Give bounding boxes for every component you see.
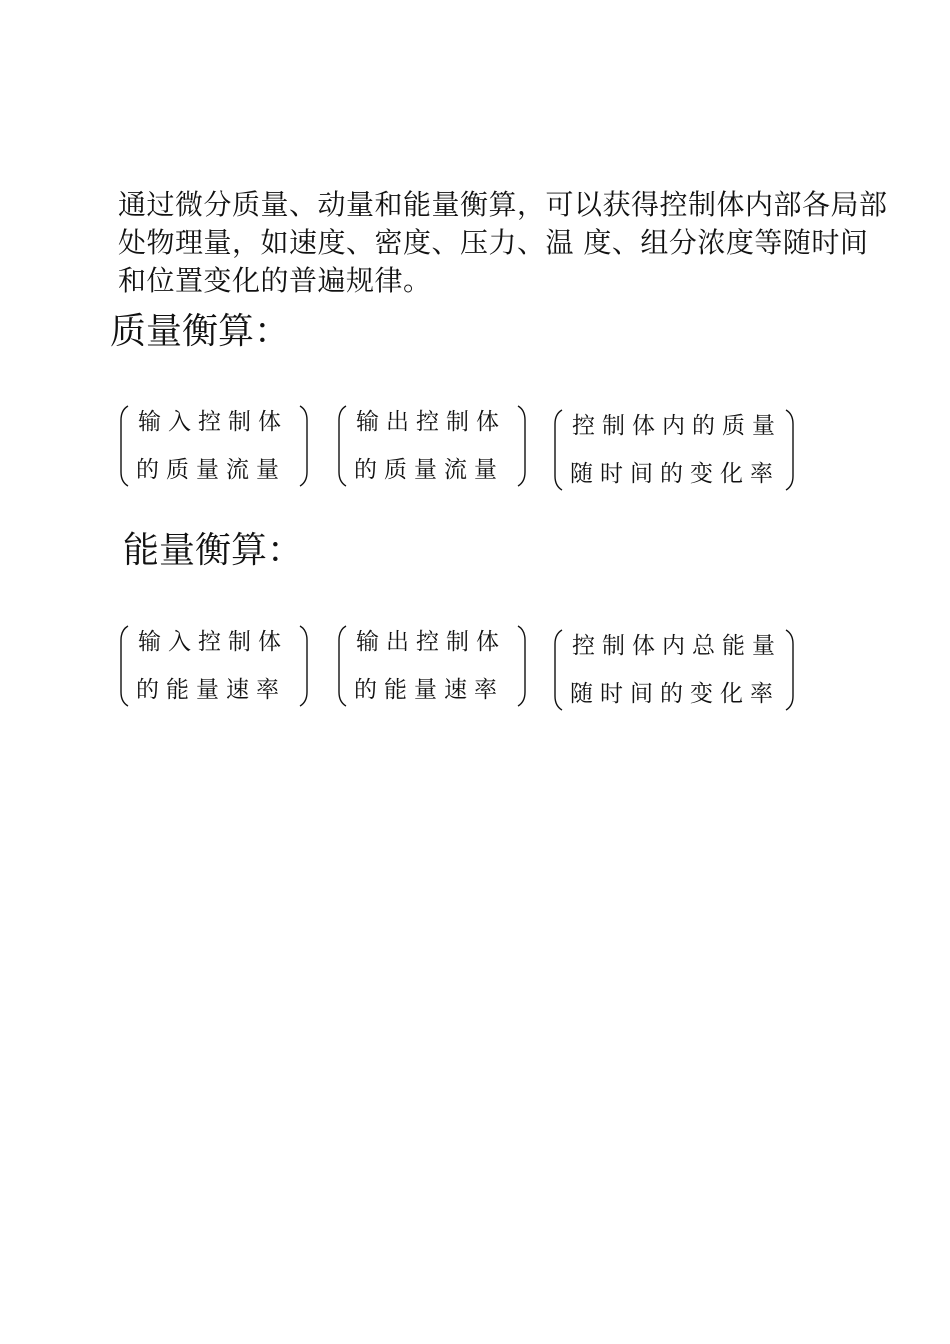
right-bracket: [296, 624, 310, 708]
intro-line-1: 通过微分质量、动量和能量衡算，可以获得控制体内部各局部: [118, 188, 888, 221]
energy-accumulation-term: [552, 628, 796, 712]
left-bracket: [552, 628, 566, 712]
term-line-1: 控制体内总能量: [572, 633, 782, 659]
left-bracket: [336, 404, 350, 488]
term-line-1: 输入控制体: [138, 409, 288, 435]
energy-input-term: [118, 624, 310, 708]
term-line-2: 的能量速率: [136, 677, 286, 703]
left-bracket: [118, 624, 132, 708]
term-line-1: 输出控制体: [356, 629, 506, 655]
term-line-2: 的质量流量: [354, 457, 504, 483]
right-bracket: [296, 404, 310, 488]
left-bracket: [552, 408, 566, 492]
intro-line-2: 处物理量，如速度、密度、压力、温 度、组分浓度等随时间: [118, 226, 869, 259]
term-line-1: 控制体内的质量: [572, 413, 782, 439]
mass-input-term: [118, 404, 310, 488]
term-line-1: 输入控制体: [138, 629, 288, 655]
right-bracket: [514, 624, 528, 708]
intro-paragraph: [118, 186, 888, 300]
term-line-2: 随时间的变化率: [570, 461, 780, 487]
term-line-2: 的能量速率: [354, 677, 504, 703]
right-bracket: [514, 404, 528, 488]
mass-output-term: [336, 404, 528, 488]
right-bracket: [782, 628, 796, 712]
energy-output-term: [336, 624, 528, 708]
mass-accumulation-term: [552, 408, 796, 492]
right-bracket: [782, 408, 796, 492]
mass-balance-heading: 质量衡算：: [110, 311, 291, 352]
term-line-1: 输出控制体: [356, 409, 506, 435]
term-line-2: 随时间的变化率: [570, 681, 780, 707]
intro-line-3: 和位置变化的普遍规律。: [118, 264, 432, 297]
energy-balance-heading: 能量衡算：: [123, 530, 304, 571]
term-line-2: 的质量流量: [136, 457, 286, 483]
left-bracket: [336, 624, 350, 708]
left-bracket: [118, 404, 132, 488]
